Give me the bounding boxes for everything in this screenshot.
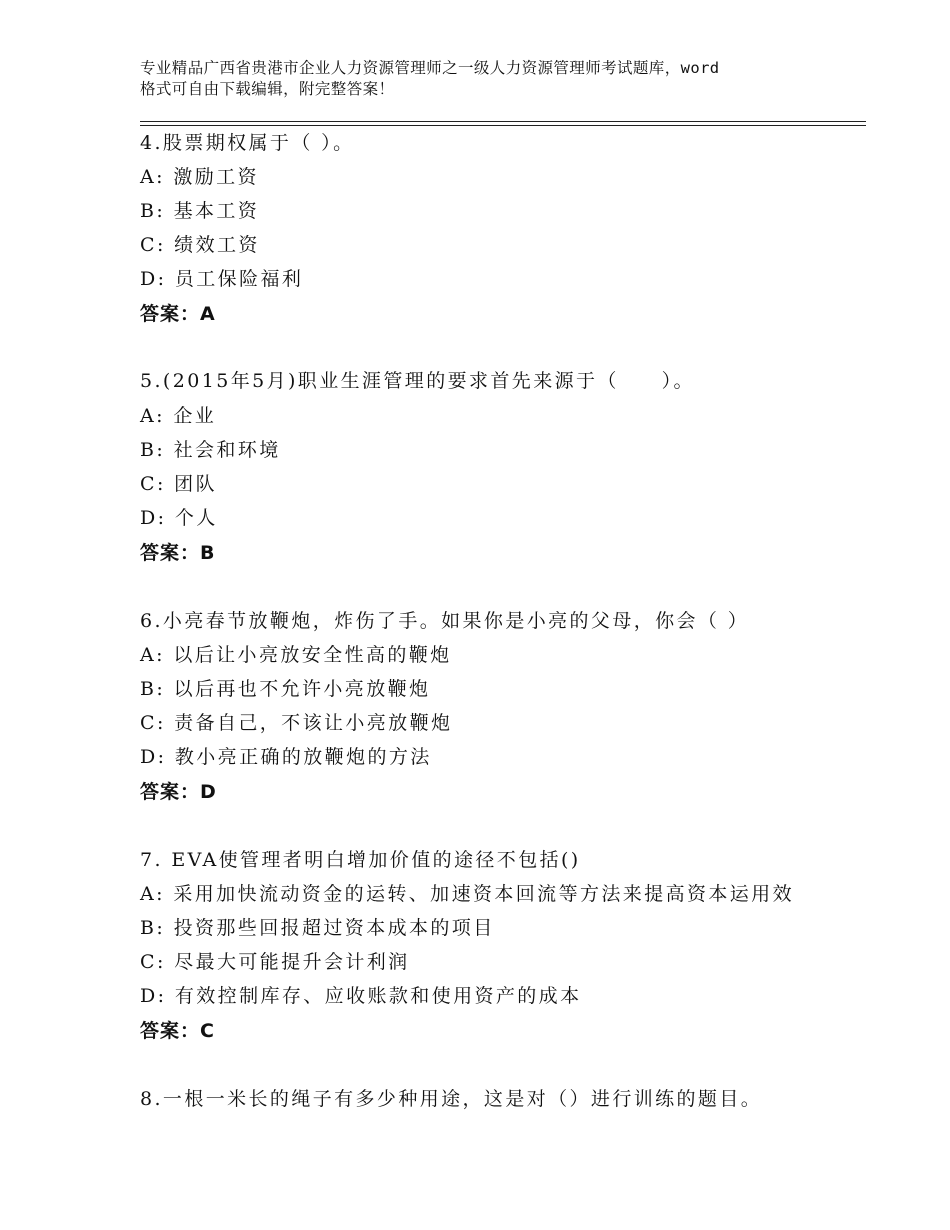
question-7-option-d: D: 有效控制库存、应收账款和使用资产的成本 [140,985,582,1007]
question-4-stem: 4.股票期权属于（ ）。 [140,132,355,154]
question-5-answer: 答案：B [140,542,216,564]
question-5-option-a: A: 企业 [140,405,217,427]
question-4-option-c: C: 绩效工资 [140,234,260,256]
question-7-answer: 答案：C [140,1020,215,1042]
question-5-stem: 5.(2015年5月)职业生涯管理的要求首先来源于（ ）。 [140,370,695,392]
question-4-option-a: A: 激励工资 [140,166,259,188]
question-6-option-d: D: 教小亮正确的放鞭炮的方法 [140,746,432,768]
question-7-stem: 7. EVA使管理者明白增加价值的途径不包括() [140,849,581,871]
question-8-stem: 8.一根一米长的绳子有多少种用途，这是对（）进行训练的题目。 [140,1088,763,1110]
question-6-stem: 6.小亮春节放鞭炮，炸伤了手。如果你是小亮的父母，你会（ ） [140,610,750,632]
header-line-1: 专业精品广西省贵港市企业人力资源管理师之一级人力资源管理师考试题库，word [140,59,720,77]
question-6-answer: 答案：D [140,781,217,803]
question-7-option-b: B: 投资那些回报超过资本成本的项目 [140,917,495,939]
question-4-option-b: B: 基本工资 [140,200,260,222]
question-6-option-a: A: 以后让小亮放安全性高的鞭炮 [140,644,452,666]
question-5-option-d: D: 个人 [140,507,218,529]
header-line-2: 格式可自由下载编辑，附完整答案！ [140,80,395,98]
question-4-answer: 答案：A [140,303,216,325]
question-7-option-c: C: 尽最大可能提升会计利润 [140,951,410,973]
question-6-option-c: C: 责备自己，不该让小亮放鞭炮 [140,712,453,734]
header-rule-bottom [140,125,866,126]
question-5-option-c: C: 团队 [140,473,217,495]
question-7-option-a: A: 采用加快流动资金的运转、加速资本回流等方法来提高资本运用效 [140,883,794,905]
document-header [140,58,840,100]
question-5-option-b: B: 社会和环境 [140,439,281,461]
header-rule-top [140,121,866,122]
question-4-option-d: D: 员工保险福利 [140,268,304,290]
question-6-option-b: B: 以后再也不允许小亮放鞭炮 [140,678,431,700]
